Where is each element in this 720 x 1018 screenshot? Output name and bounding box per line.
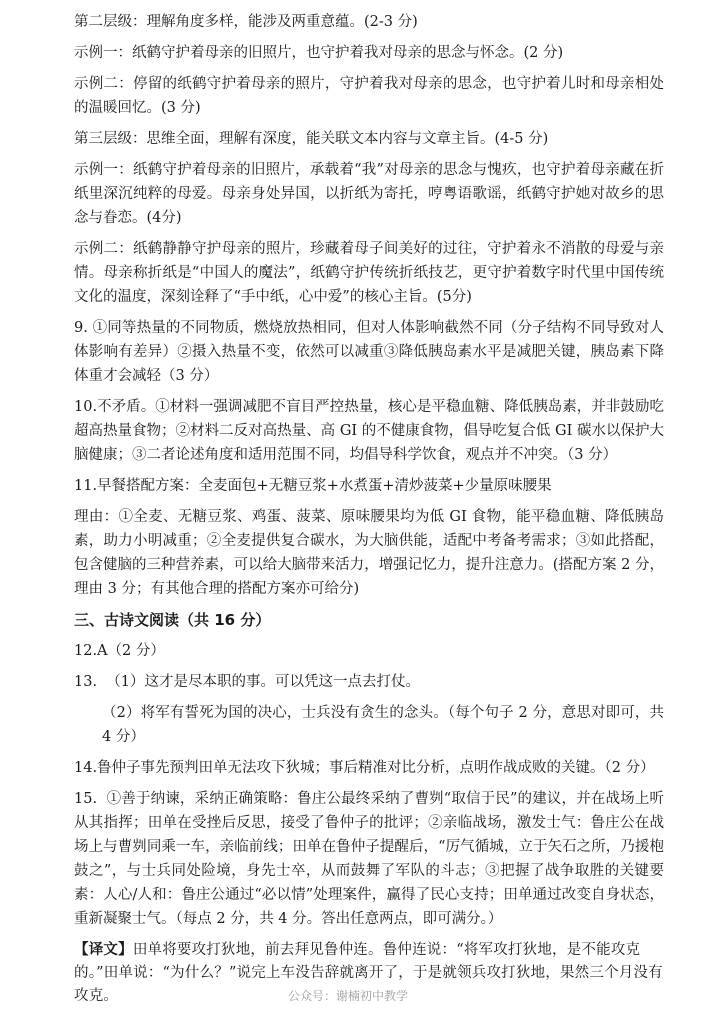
answer-13-part-1: 13. （1）这才是尽本职的事。可以凭这一点去打仗。 [74,674,421,690]
answer-9: 9. ①同等热量的不同物质，燃烧放热相同，但对人体影响截然不同（分子结构不同导致对人体影响有差异）②摄入热量不变，依然可以减重③降低胰岛素水平是减肥关键，胰岛素下降体重才会减轻（3 分） [74,320,664,384]
answer-15: 15. ①善于纳谏，采纳正确策略：鲁庄公最终采纳了曹刿“取信于民”的建议，并在战场上听从其指挥；田单在受挫后反思，接受了鲁仲子的批评；②亲临战场，激发士气：鲁庄公在战场上与曹刿同乘一车，亲临前线；田单在鲁仲子提醒后，“厉气循城，立于矢石之所，乃援枹鼓之”，与士兵同处险境，身先士卒，从而鼓舞了军队的斗志；③把握了战争取胜的关键要素：人心/人和：鲁庄公通过“必以情”处理案件，赢得了民心支持；田单通过改变自身状态，重新凝聚士气。（每点 2 分，共 4 分。答出任意两点，即可满分。） [74,791,664,927]
answer-13-part-2: （2）将军有誓死为国的决心，士兵没有贪生的念头。（每个句子 2 分，意思对即可，共 4 分） [102,705,669,745]
level-two-criteria: 第二层级：理解角度多样，能涉及两重意蕴。(2-3 分) [74,14,418,30]
answer-document [74,10,669,1008]
answer-14: 14.鲁仲子事先预判田单无法攻下狄城；事后精准对比分析，点明作战成败的关键。（2 分） [74,760,655,776]
answer-12: 12.A（2 分） [74,643,165,659]
section-3-heading: 三、古诗文阅读（共 16 分） [74,611,271,629]
watermark: 公众号：谢楠初中教学 [288,989,409,1003]
answer-10: 10.不矛盾。①材料一强调减肥不盲目严控热量，核心是平稳血糖、降低胰岛素，并非鼓励吃超高热量食物；②材料二反对高热量、高 GI 的不健康食物，倡导吃复合低 GI 碳水以保护大脑健康；③二者论述角度和适用范围不同，均倡导科学饮食，观点并不冲突。（3 分） [74,399,664,463]
level-three-criteria: 第三层级：思维全面，理解有深度，能关联文本内容与文章主旨。(4-5 分) [74,131,549,147]
level-two-example-one: 示例一：纸鹤守护着母亲的旧照片，也守护着我对母亲的思念与怀念。(2 分) [74,45,564,61]
translation-text: 田单将要攻打狄地，前去拜见鲁仲连。鲁仲连说：“将军攻打狄地，是不能攻克的。”田单说：“为什么？”说完上车没告辞就离开了，于是就领兵攻打狄地，果然三个月没有攻克。 [74,942,663,1004]
level-two-example-two: 示例二：停留的纸鹤守护着母亲的照片，守护着我对母亲的思念，也守护着儿时和母亲相处的温暖回忆。(3 分) [74,76,664,116]
answer-11-reason: 理由：①全麦、无糖豆浆、鸡蛋、菠菜、原味腰果均为低 GI 食物，能平稳血糖、降低胰岛素，助力小明减重；②全麦提供复合碳水，为大脑供能，适配中考备考需求；③如此搭配，包含健脑的三种营养素，可以给大脑带来活力，增强记忆力，提升注意力。(搭配方案 2 分，理由 3 分；有其他合理的搭配方案亦可给分) [74,509,664,597]
level-three-example-one: 示例一：纸鹤守护着母亲的旧照片，承载着“我”对母亲的思念与愧疚，也守护着母亲藏在折纸里深沉纯粹的母爱。母亲身处异国，以折纸为寄托，哼粤语歌谣，纸鹤守护她对故乡的思念与眷恋。(4分) [74,162,664,226]
answer-11-plan: 11.早餐搭配方案：全麦面包+无糖豆浆+水煮蛋+清炒菠菜+少量原味腰果 [74,478,552,494]
translation-tag: 【译文】 [74,941,133,958]
level-three-example-two: 示例二：纸鹤静静守护母亲的照片，珍藏着母子间美好的过往，守护着永不消散的母爱与亲情。母亲称折纸是“中国人的魔法”，纸鹤守护传统折纸技艺，更守护着数字时代里中国传统文化的温度，深刻诠释了“手中纸，心中爱”的核心主旨。(5分) [74,241,664,305]
